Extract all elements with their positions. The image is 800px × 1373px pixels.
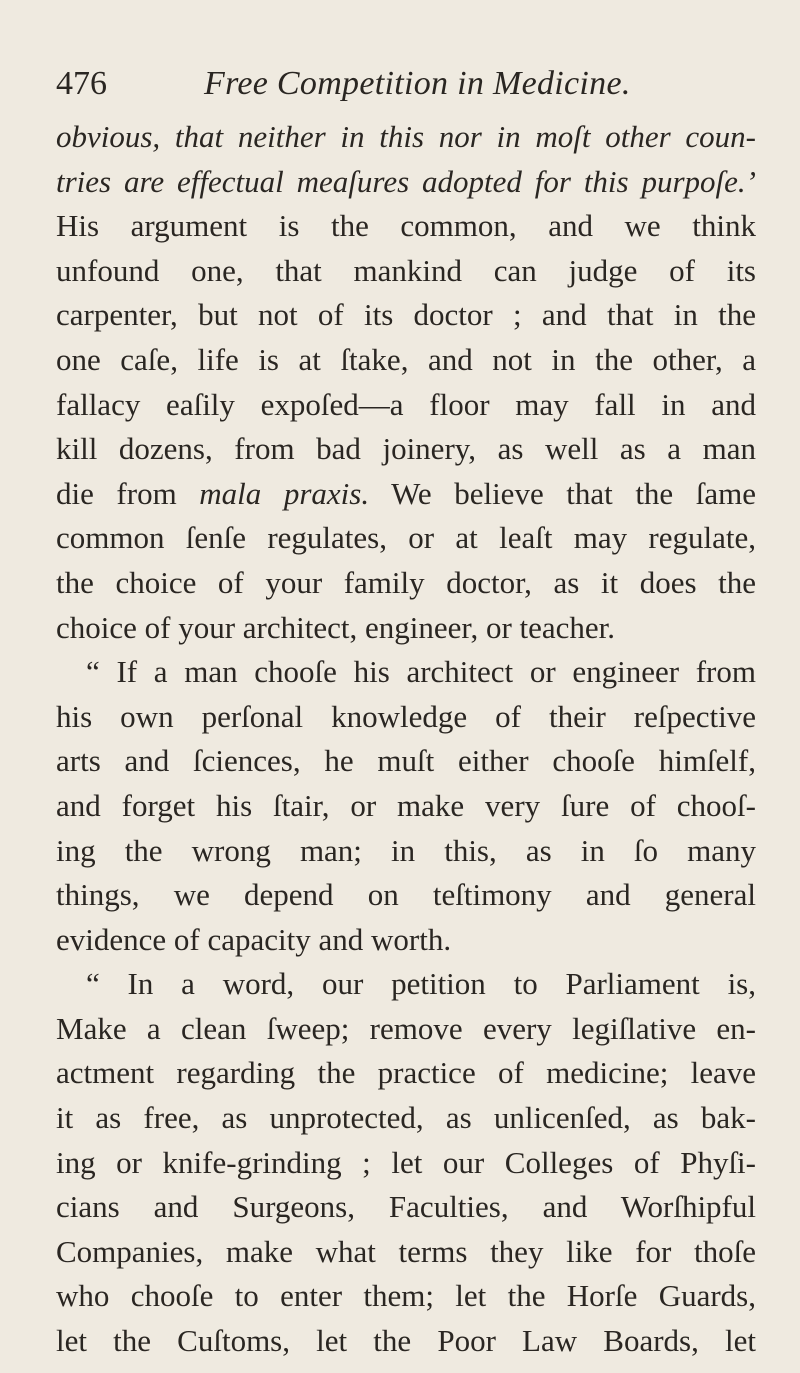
text-line: one caſe, life is at ſtake, and not in the other, a bbox=[56, 341, 756, 377]
text-line: common ſenſe regulates, or at leaſt may regulate, bbox=[56, 520, 756, 556]
text-line: and forget his ſtair, or make very ſure of chooſ- bbox=[56, 787, 756, 823]
text-line: choice of your architect, engineer, or teacher. bbox=[56, 609, 616, 645]
text-line: obvious, that neither in this nor in moſt other coun- bbox=[56, 119, 756, 154]
text-line: “ If a man chooſe his architect or engineer from bbox=[86, 654, 756, 690]
text-line: His argument is the common, and we think bbox=[56, 208, 756, 244]
text-line: kill dozens, from bad joinery, as well as a man bbox=[56, 431, 756, 467]
text-line: actment regarding the practice of medicine; leave bbox=[56, 1055, 756, 1091]
italic-phrase: mala praxis. bbox=[199, 475, 370, 511]
text-segment: die from bbox=[56, 475, 200, 511]
text-line bbox=[56, 472, 756, 517]
text-line: Companies, make what terms they like for thoſe bbox=[56, 1233, 756, 1269]
text-line: his own perſonal knowledge of their reſpective bbox=[56, 698, 756, 734]
text-line: Make a clean ſweep; remove every legiſlative en- bbox=[56, 1010, 756, 1046]
text-line: “ In a word, our petition to Parliament is, bbox=[86, 966, 756, 1002]
text-line: tries are effectual meaſures adopted for this purpoſe.’ bbox=[56, 163, 756, 199]
text-line: things, we depend on teſtimony and general bbox=[56, 877, 756, 913]
text-line: let the Cuſtoms, let the Poor Law Boards, let bbox=[56, 1323, 756, 1359]
text-line: arts and ſciences, he muſt either chooſe himſelf, bbox=[56, 743, 756, 779]
text-line: fallacy eaſily expoſed—a floor may fall in and bbox=[56, 386, 756, 422]
text-segment: We believe that the ſame bbox=[369, 475, 756, 511]
text-line: unfound one, that mankind can judge of its bbox=[56, 252, 756, 288]
text-line: cians and Surgeons, Faculties, and Worſhipful bbox=[56, 1189, 756, 1225]
page-header bbox=[56, 62, 760, 106]
text-line: ing or knife-grinding ; let our Colleges of Phyſi- bbox=[56, 1144, 756, 1180]
running-title: Free Competition in Medicine. bbox=[204, 65, 631, 102]
text-line: evidence of capacity and worth. bbox=[56, 921, 452, 957]
text-line: carpenter, but not of its doctor ; and that in the bbox=[56, 297, 756, 333]
text-line: who chooſe to enter them; let the Horſe Guards, bbox=[56, 1278, 756, 1314]
page-number: 476 bbox=[56, 65, 107, 102]
text-line: ing the wrong man; in this, as in ſo many bbox=[56, 832, 756, 868]
text-line: the choice of your family doctor, as it does the bbox=[56, 564, 756, 600]
text-line: it as free, as unprotected, as unlicenſed, as bak- bbox=[56, 1100, 756, 1136]
body-text bbox=[56, 115, 756, 1364]
